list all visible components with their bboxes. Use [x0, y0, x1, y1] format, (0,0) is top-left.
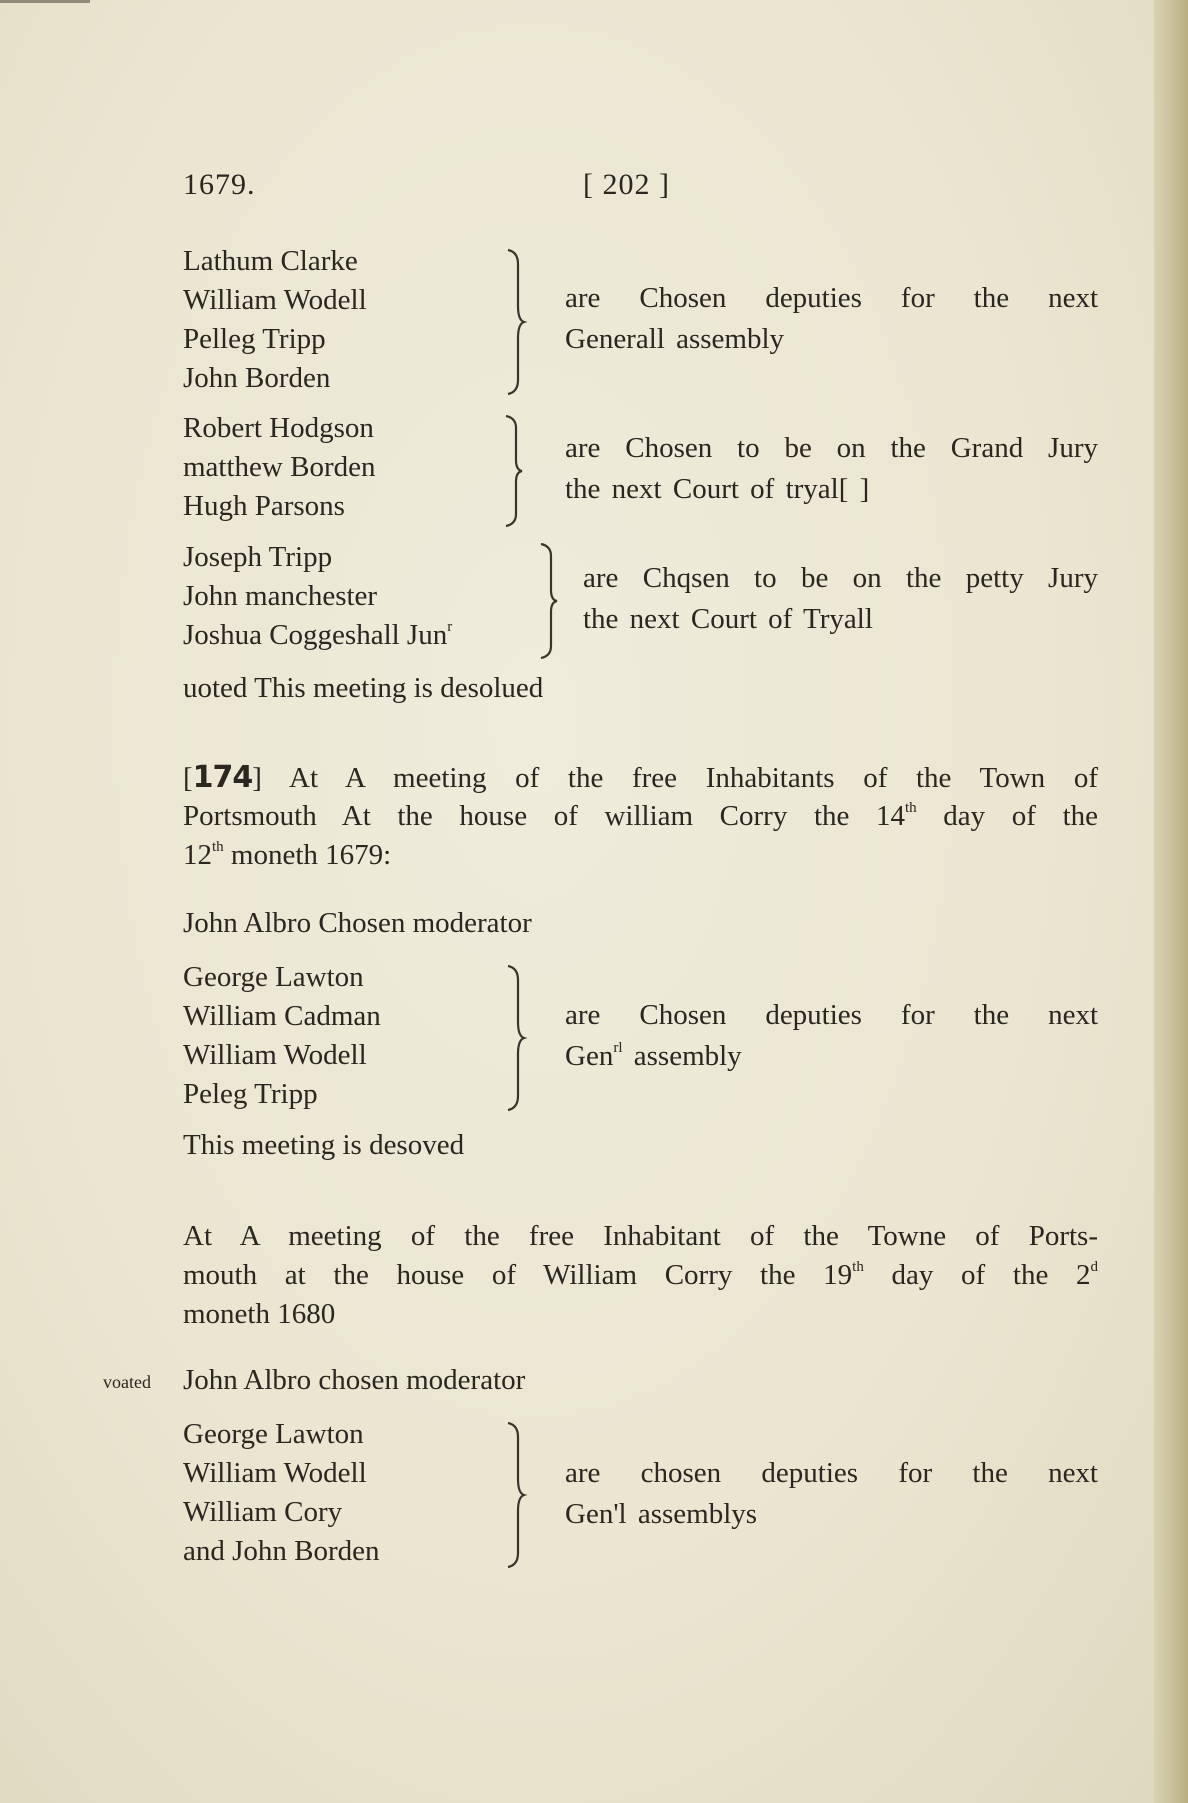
name-item: William Wodell	[183, 1457, 367, 1489]
name-item: Peleg Tripp	[183, 1078, 318, 1110]
block3-text-line2: the next Court of Tryall	[583, 603, 873, 635]
closing-line: uoted This meeting is desolued	[183, 672, 544, 704]
meeting2-closing: This meeting is desoved	[183, 1129, 465, 1161]
name-item: William Wodell	[183, 284, 367, 316]
block1-names	[183, 242, 367, 398]
block2-names	[183, 409, 375, 526]
curly-brace	[496, 414, 536, 528]
meeting2-text-line1: are Chosen deputies for the next	[565, 999, 1098, 1031]
name-item: William Cadman	[183, 1000, 381, 1032]
meeting3-moderator: John Albro chosen moderator	[183, 1364, 526, 1396]
block2-text-line1: are Chosen to be on the Grand Jury	[565, 432, 1098, 464]
name-item: George Lawton	[183, 961, 364, 993]
margin-note: voated	[103, 1372, 151, 1392]
name-item: Pelleg Tripp	[183, 323, 326, 355]
name-item: William Cory	[183, 1496, 343, 1528]
name-item: John Borden	[183, 362, 331, 394]
meeting3-names	[183, 1415, 380, 1571]
meeting3-text-line1: are chosen deputies for the next	[565, 1457, 1098, 1489]
header-page-number: [ 202 ]	[583, 168, 670, 201]
curly-brace	[494, 1421, 534, 1569]
name-item: and John Borden	[183, 1535, 380, 1567]
name-item: Lathum Clarke	[183, 245, 358, 277]
name-item: Robert Hodgson	[183, 412, 374, 444]
meeting3-line1: At A meeting of the free Inhabitant of the Towne of Ports-	[183, 1220, 1098, 1252]
meeting2-line1: [174] At A meeting of the free Inhabitants of the Town of	[183, 760, 1098, 795]
block2-text-line2: the next Court of tryal[ ]	[565, 473, 870, 505]
meeting3-text-line2: Gen'l assemblys	[565, 1498, 758, 1530]
meeting2-names	[183, 958, 381, 1114]
meeting2-text-line2: Gen$^{rl}$ assembly	[565, 1040, 742, 1072]
curly-brace	[494, 248, 534, 396]
meeting2-line2: Portsmouth At the house of william Corry the 14th day of the	[183, 800, 1098, 832]
block1-text-line2: Generall assembly	[565, 323, 785, 355]
name-item: Joseph Tripp	[183, 541, 333, 573]
header-year: 1679.	[183, 168, 256, 201]
name-item: John manchester	[183, 580, 378, 612]
page-edge-shadow	[1154, 0, 1188, 1803]
page-edge-mark	[0, 0, 90, 3]
name-item: William Wodell	[183, 1039, 367, 1071]
block3-names	[183, 538, 452, 655]
name-item: George Lawton	[183, 1418, 364, 1450]
block1-text-line1: are Chosen deputies for the next	[565, 282, 1098, 314]
curly-brace	[531, 542, 571, 660]
name-item: Joshua Coggeshall Jun$^r$	[183, 619, 453, 651]
name-item: Hugh Parsons	[183, 490, 345, 522]
meeting3-line2: mouth at the house of William Corry the 19th day of the 2$^d$	[183, 1259, 1098, 1291]
folio-number: 174	[192, 760, 253, 795]
block3-text-line1: are Chqsen to be on the petty Jury	[583, 562, 1098, 594]
meeting2-line3: 12th moneth 1679:	[183, 839, 392, 871]
meeting3-line3: moneth 1680	[183, 1298, 336, 1330]
meeting2-moderator: John Albro Chosen moderator	[183, 907, 532, 939]
name-item: matthew Borden	[183, 451, 376, 483]
curly-brace	[494, 964, 534, 1112]
